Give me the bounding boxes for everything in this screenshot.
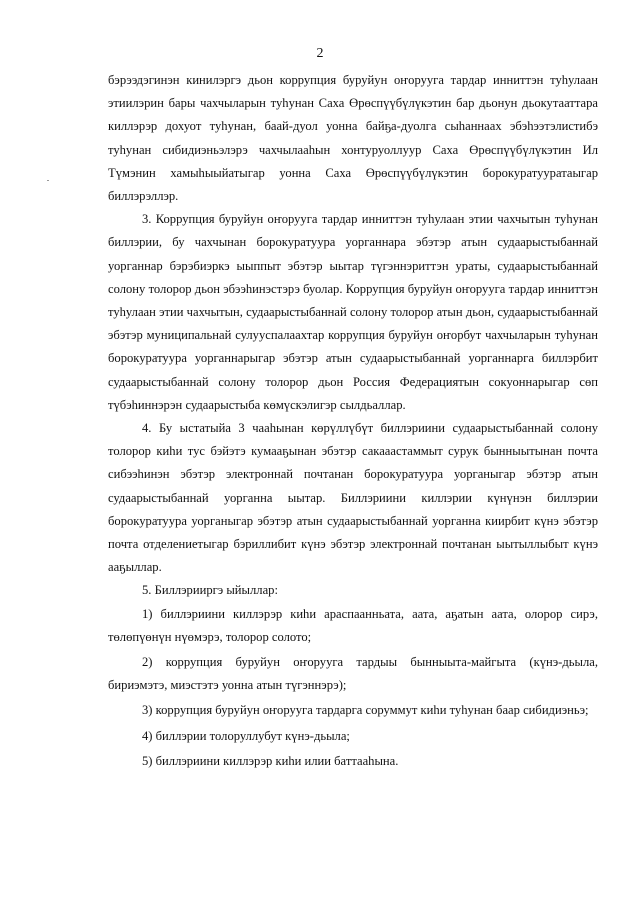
paragraph-5-heading: 5. Биллэрииргэ ыйыллар: xyxy=(142,583,278,598)
list-item: 3) коррупция буруйун оҥорууга тардарга соруммут киһи туһунан баар сибидиэньэ; xyxy=(142,703,589,718)
list-item: 2) коррупция буруйун оҥорууга тардыы бынныыта-майгыта (күнэ-дьыла, бириэмэтэ, миэстэтэ уонна атын түгэннэрэ); xyxy=(108,655,598,693)
page-number: 2 xyxy=(316,46,324,61)
paragraph-4: 4. Бу ыстатыйа 3 чааһынан көрүллүбүт биллэриини судаарыстыбаннай солону толорор киһи тус бэйэтэ кумааҕынан эбэтэр сакааастаммыт сурук бынныытынан почта сибээһинэн эбэтэр электроннай почтанан борокуратуура уорганыгар эбэтэр атын судаарыстыбаннай уорганна ыытар. Биллэриини киллэрии күнүнэн биллэрии борокуратуура уорганыгар эбэтэр атын судаарыстыбаннай уорганна киирбит күнэ эбэтэр почта отделениетыгар бэриллибит күнэ эбэтэр электроннай почтанан ыытыллыбыт күнэ ааҕыллар. xyxy=(108,421,598,575)
margin-mark xyxy=(47,180,49,181)
paragraph-continuation: бэрээдэгинэн кинилэргэ дьон коррупция буруйун оҥорууга тардар инниттэн туһулаан этиилэрин бары чахчыларын туһунан Саха Өрөспүүбүлүкэтин бар дьонун дьокутааттара киллэрэр дохуот туһунан, баай-дуол уонна байҕа-дуолга сыһаннаах эбэһээтэлистибэ туһунан сибидиэньэлэрэ чахчылааһын хонтуруоллуур Саха Өрөспүүбүлүкэтин Ил Түмэнин хамыһыыйатыгар уонна Саха Өрөспүүбүлүкэтин борокуратууратаыгар биллэрэллэр. xyxy=(108,73,598,204)
list-item: 1) биллэриини киллэрэр киһи араспаанньата, аата, аҕатын аата, олорор сирэ, төлөпүөнүн нүөмэрэ, толорор солото; xyxy=(108,606,598,644)
document-body xyxy=(108,69,598,775)
list-item: 4) биллэрии толоруллубут күнэ-дьыла; xyxy=(142,728,350,743)
list-item: 5) биллэриини киллэрэр киһи илии баттааһына. xyxy=(142,753,399,768)
paragraph-3: 3. Коррупция буруйун оҥорууга тардар инниттэн туһулаан этии чахчытын туһунан биллэрии, бу чахчынан борокуратуура уорганнара эбэтэр атын судаарыстыбаннай уорганнар бэрэбиэркэ ыыппыт эбэтэр ыытар түгэннэриттэн ураты, судаарыстыбаннай солону толорор дьон эбээһинэстэрэ буолар. Коррупция буруйун оҥорууга тардар инниттэн туһулаан этии чахчытын, судаарыстыбаннай солону толорор атын дьон, судаарыстыбаннай эбэтэр муниципальнай сулууспалаахтар коррупция буруйун оҥорбут чахчыларын туһунан борокуратуура уорганнарыгар эбэтэр атын судаарыстыбаннай уорганнарга биллэрбит судаарыстыбаннай солону толорор дьон Россия Федерациятын сокуоннарыгар сөп түбэһиннэрэн судаарыстыба көмүскэлигэр сылдьаллар. xyxy=(108,212,598,412)
